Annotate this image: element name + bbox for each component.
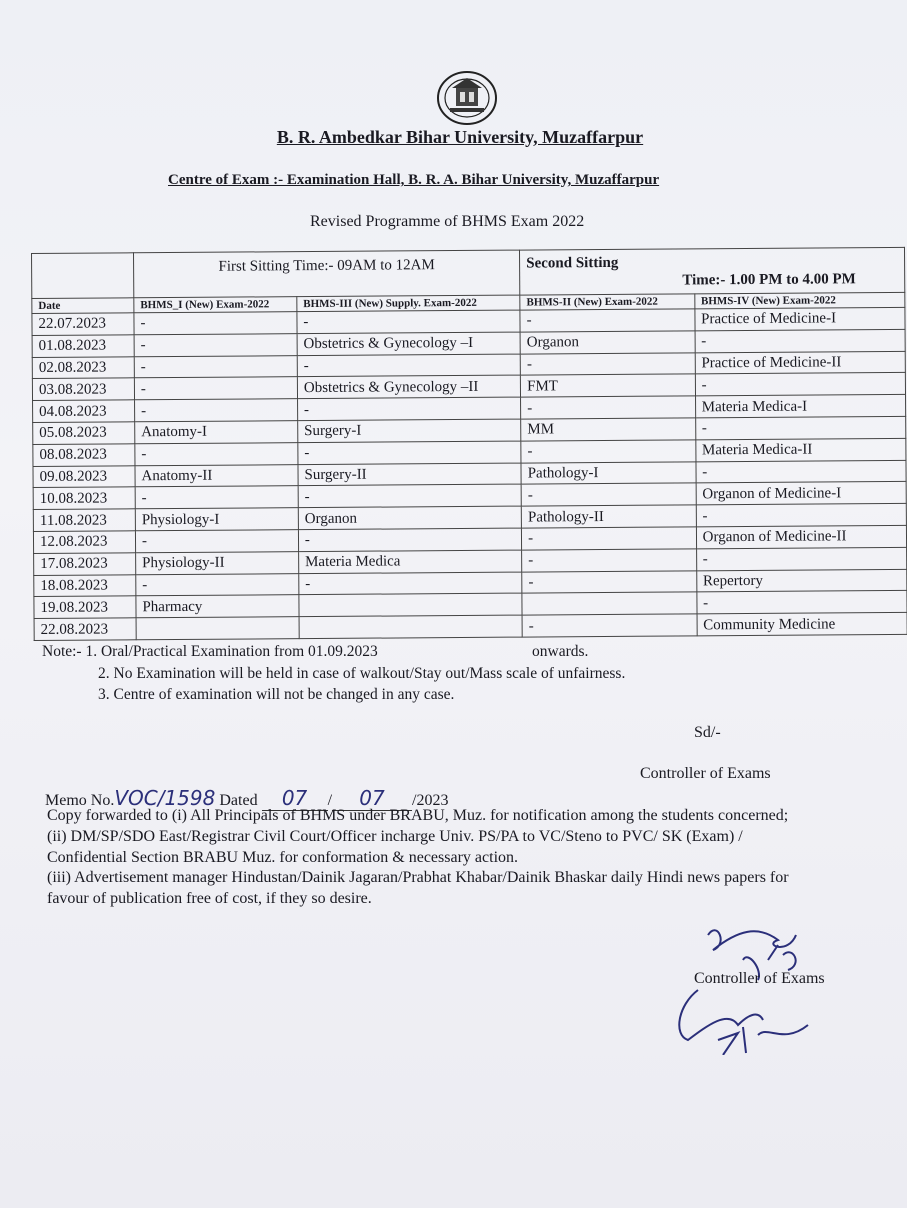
note-1-text: Note:- 1. Oral/Practical Examination from 01.09.2023 — [42, 643, 378, 660]
memo-prefix: Memo No. — [45, 792, 115, 809]
exam-date-cell: 05.08.2023 — [33, 422, 135, 445]
university-seal-logo — [436, 70, 498, 126]
subject-cell: - — [696, 504, 907, 527]
subject-cell: - — [520, 309, 695, 332]
memo-number: VOC/1598 — [114, 786, 216, 810]
controller-title-signed: Controller of Exams — [694, 970, 825, 987]
subject-cell: Anatomy-II — [135, 464, 298, 487]
subject-cell: - — [522, 527, 697, 550]
subject-cell: - — [134, 355, 297, 378]
memo-day: 07 — [262, 786, 328, 811]
note-1 — [42, 643, 625, 665]
subject-cell: - — [695, 416, 906, 439]
first-sitting-header: First Sitting Time:- 09AM to 12AM — [133, 250, 519, 298]
exam-date-cell: 11.08.2023 — [33, 509, 135, 532]
subject-cell: - — [297, 397, 520, 420]
exam-date-cell: 22.08.2023 — [34, 618, 136, 641]
subject-cell: - — [298, 484, 521, 507]
subject-cell: - — [522, 614, 697, 637]
column-header: BHMS_I (New) Exam-2022 — [134, 297, 297, 313]
note-3: 3. Centre of examination will not be changed in any case. — [98, 686, 455, 703]
controller-title: Controller of Exams — [640, 765, 771, 782]
subject-cell: - — [297, 354, 520, 377]
subject-cell: MM — [521, 418, 696, 441]
exam-schedule-table — [31, 247, 907, 641]
exam-date-cell: 08.08.2023 — [33, 444, 135, 467]
subject-cell: - — [521, 440, 696, 463]
subject-cell: Materia Medica-I — [695, 395, 906, 418]
subject-cell: Pathology-I — [521, 461, 696, 484]
copy-line: Confidential Section BRABU Muz. for conformation & necessary action. — [47, 848, 519, 866]
second-sitting-label: Second Sitting — [526, 254, 619, 272]
subject-cell: - — [297, 310, 520, 333]
column-header: BHMS-III (New) Supply. Exam-2022 — [297, 295, 520, 312]
exam-centre: Centre of Exam :- Examination Hall, B. R. A. Bihar University, Muzaffarpur — [168, 172, 660, 188]
column-header: BHMS-IV (New) Exam-2022 — [694, 292, 904, 308]
schedule-body — [32, 307, 907, 640]
exam-date-cell: 02.08.2023 — [32, 356, 134, 379]
sitting-header-row — [32, 247, 905, 298]
subject-cell: Practice of Medicine-II — [695, 351, 906, 374]
blank-corner-cell — [32, 253, 134, 299]
subject-cell: Obstetrics & Gynecology –I — [297, 332, 520, 355]
notes-section — [42, 643, 625, 708]
note-2: 2. No Examination will be held in case of walkout/Stay out/Mass scale of unfairness. — [98, 664, 626, 682]
subject-cell: Organon of Medicine-I — [696, 482, 907, 505]
signed-marker: Sd/- — [694, 724, 721, 741]
subject-cell: Community Medicine — [697, 613, 907, 636]
subject-cell: - — [298, 528, 521, 551]
exam-date-cell: 10.08.2023 — [33, 487, 135, 510]
subject-cell: FMT — [520, 374, 695, 397]
copy-forwarded-section — [47, 807, 907, 911]
subject-cell: - — [522, 570, 697, 593]
exam-date-cell: 18.08.2023 — [34, 574, 136, 597]
memo-line: Memo No.VOC/1598 Dated 07 / 07 /2023 — [45, 786, 449, 810]
subject-cell: - — [695, 329, 906, 352]
subject-cell: Materia Medica-II — [695, 438, 906, 461]
subject-cell: Repertory — [696, 569, 907, 592]
subject-cell: - — [298, 441, 521, 464]
programme-title: Revised Programme of BHMS Exam 2022 — [310, 213, 585, 230]
memo-dated: Dated — [219, 792, 258, 809]
subject-cell: Organon — [298, 506, 521, 529]
subject-cell: Physiology-II — [136, 551, 299, 574]
subject-cell: - — [135, 530, 298, 553]
subject-cell: - — [299, 572, 522, 595]
copy-line: Copy forwarded to (i) All Principals of BHMS under BRABU, Muz. for notification among the students concerned; — [47, 807, 789, 824]
exam-date-cell: 09.08.2023 — [33, 465, 135, 488]
subject-cell: - — [135, 486, 298, 509]
subject-cell: Anatomy-I — [135, 421, 298, 444]
subject-cell: - — [521, 396, 696, 419]
subject-cell: Organon — [520, 331, 695, 354]
subject-cell — [299, 593, 522, 616]
exam-date-cell: 17.08.2023 — [34, 553, 136, 576]
subject-cell: - — [697, 591, 907, 614]
exam-date-cell: 03.08.2023 — [32, 378, 134, 401]
university-title: B. R. Ambedkar Bihar University, Muzaffarpur — [276, 127, 644, 147]
second-sitting-time: Time:- 1.00 PM to 4.00 PM — [682, 271, 856, 289]
second-sitting-header — [520, 247, 905, 295]
subject-cell: - — [134, 399, 297, 422]
column-header: BHMS-II (New) Exam-2022 — [520, 294, 695, 310]
column-header: Date — [32, 298, 134, 314]
copy-line: favour of publication free of cost, if they so desire. — [47, 890, 372, 908]
subject-cell: Pharmacy — [136, 595, 299, 618]
exam-date-cell: 12.08.2023 — [33, 531, 135, 554]
subject-cell: Surgery-I — [298, 419, 521, 442]
subject-cell — [299, 615, 522, 638]
subject-cell: Surgery-II — [298, 463, 521, 486]
subject-cell: Materia Medica — [298, 550, 521, 573]
subject-cell: Practice of Medicine-I — [695, 307, 906, 330]
subject-cell: Physiology-I — [135, 508, 298, 531]
exam-date-cell: 01.08.2023 — [32, 335, 134, 358]
subject-cell: Obstetrics & Gynecology –II — [297, 375, 520, 398]
subject-cell — [136, 617, 299, 640]
memo-month: 07 — [332, 786, 412, 811]
subject-cell — [522, 592, 697, 615]
subject-cell: - — [136, 573, 299, 596]
subject-cell: - — [134, 377, 297, 400]
exam-date-cell: 04.08.2023 — [33, 400, 135, 423]
exam-date-cell: 19.08.2023 — [34, 596, 136, 619]
exam-date-cell: 22.07.2023 — [32, 313, 134, 336]
memo-year: /2023 — [412, 792, 449, 809]
subject-cell: - — [134, 333, 297, 356]
subject-cell: - — [696, 547, 907, 570]
subject-cell: - — [696, 460, 907, 483]
note-1-tail: onwards. — [532, 643, 589, 660]
subject-cell: - — [695, 373, 906, 396]
subject-cell: - — [522, 549, 697, 572]
copy-line: (iii) Advertisement manager Hindustan/Dainik Jagaran/Prabhat Khabar/Dainik Bhaskar daily Hindi news papers for — [47, 869, 789, 887]
subject-cell: - — [135, 442, 298, 465]
copy-line: (ii) DM/SP/SDO East/Registrar Civil Court/Officer incharge Univ. PS/PA to VC/Steno to PVC/ SK (Exam) / — [47, 827, 743, 845]
subject-cell: Organon of Medicine-II — [696, 525, 907, 548]
subject-cell: - — [521, 483, 696, 506]
subject-cell: - — [134, 312, 297, 335]
subject-cell: - — [520, 352, 695, 375]
subject-cell: Pathology-II — [521, 505, 696, 528]
